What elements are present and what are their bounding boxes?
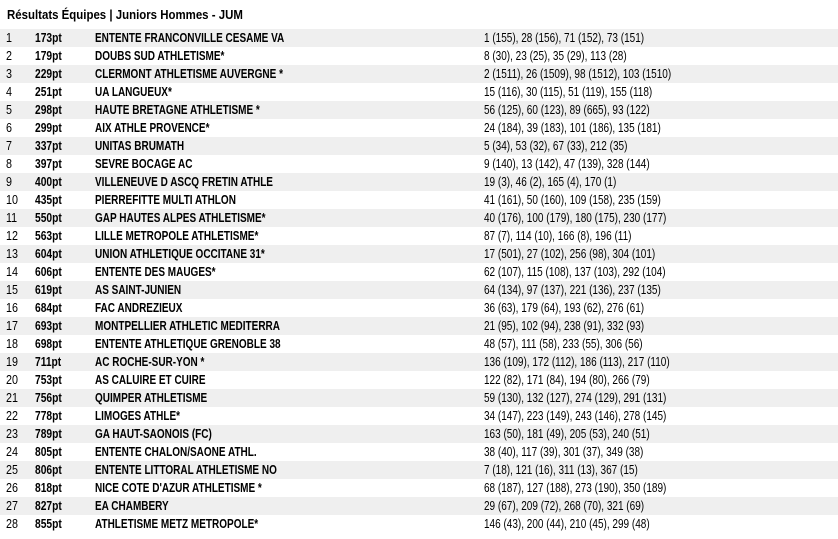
points-cell: 229pt — [35, 67, 62, 81]
points-cell: 778pt — [35, 409, 62, 423]
points-cell: 711pt — [35, 355, 62, 369]
rank-cell: 12 — [6, 229, 18, 243]
table-row — [0, 371, 838, 389]
detail-cell: 15 (116), 30 (115), 51 (119), 155 (118) — [484, 85, 653, 99]
club-name-cell: LILLE METROPOLE ATHLETISME* — [95, 229, 259, 243]
rank-cell: 21 — [6, 391, 18, 405]
rank-cell: 23 — [6, 427, 18, 441]
detail-cell: 24 (184), 39 (183), 101 (186), 135 (181) — [484, 121, 661, 135]
club-name-cell: EA CHAMBERY — [95, 499, 169, 513]
club-name-cell: NICE COTE D'AZUR ATHLETISME * — [95, 481, 262, 495]
club-name-cell: GA HAUT-SAONOIS (FC) — [95, 427, 212, 441]
table-row — [0, 245, 838, 263]
table-row — [0, 227, 838, 245]
club-name-cell: FAC ANDREZIEUX — [95, 301, 183, 315]
points-cell: 684pt — [35, 301, 62, 315]
rank-cell: 5 — [6, 103, 12, 117]
detail-cell: 62 (107), 115 (108), 137 (103), 292 (104) — [484, 265, 666, 279]
table-row — [0, 389, 838, 407]
rank-cell: 16 — [6, 301, 18, 315]
club-name-cell: AS SAINT-JUNIEN — [95, 283, 182, 297]
points-cell: 400pt — [35, 175, 62, 189]
club-name-cell: AS CALUIRE ET CUIRE — [95, 373, 206, 387]
rank-cell: 7 — [6, 139, 12, 153]
rank-cell: 24 — [6, 445, 18, 459]
club-name-cell: ENTENTE FRANCONVILLE CESAME VA — [95, 31, 285, 45]
points-cell: 299pt — [35, 121, 62, 135]
points-cell: 698pt — [35, 337, 62, 351]
rank-cell: 2 — [6, 49, 12, 63]
club-name-cell: UA LANGUEUX* — [95, 85, 172, 99]
table-row — [0, 407, 838, 425]
points-cell: 806pt — [35, 463, 62, 477]
points-cell: 606pt — [35, 265, 62, 279]
table-row — [0, 443, 838, 461]
rank-cell: 18 — [6, 337, 18, 351]
points-cell: 397pt — [35, 157, 62, 171]
club-name-cell: ENTENTE CHALON/SAONE ATHL. — [95, 445, 257, 459]
detail-cell: 1 (155), 28 (156), 71 (152), 73 (151) — [484, 31, 645, 45]
table-row — [0, 101, 838, 119]
rank-cell: 14 — [6, 265, 18, 279]
detail-cell: 40 (176), 100 (179), 180 (175), 230 (177) — [484, 211, 667, 225]
detail-cell: 36 (63), 179 (64), 193 (62), 276 (61) — [484, 301, 645, 315]
rank-cell: 4 — [6, 85, 12, 99]
club-name-cell: CLERMONT ATHLETISME AUVERGNE * — [95, 67, 283, 81]
rank-cell: 6 — [6, 121, 12, 135]
rank-cell: 17 — [6, 319, 18, 333]
table-row — [0, 515, 838, 533]
points-cell: 337pt — [35, 139, 62, 153]
detail-cell: 9 (140), 13 (142), 47 (139), 328 (144) — [484, 157, 650, 171]
detail-cell: 68 (187), 127 (188), 273 (190), 350 (189) — [484, 481, 667, 495]
detail-cell: 2 (1511), 26 (1509), 98 (1512), 103 (1510) — [484, 67, 672, 81]
table-row — [0, 425, 838, 443]
rank-cell: 22 — [6, 409, 18, 423]
points-cell: 753pt — [35, 373, 62, 387]
detail-cell: 59 (130), 132 (127), 274 (129), 291 (131) — [484, 391, 667, 405]
points-cell: 550pt — [35, 211, 62, 225]
detail-cell: 17 (501), 27 (102), 256 (98), 304 (101) — [484, 247, 656, 261]
table-row — [0, 461, 838, 479]
table-row — [0, 209, 838, 227]
table-row — [0, 497, 838, 515]
table-row — [0, 353, 838, 371]
club-name-cell: AC ROCHE-SUR-YON * — [95, 355, 205, 369]
table-row — [0, 29, 838, 47]
club-name-cell: AIX ATHLE PROVENCE* — [95, 121, 210, 135]
detail-cell: 38 (40), 117 (39), 301 (37), 349 (38) — [484, 445, 644, 459]
rank-cell: 3 — [6, 67, 12, 81]
rank-cell: 15 — [6, 283, 18, 297]
rank-cell: 10 — [6, 193, 18, 207]
detail-cell: 122 (82), 171 (84), 194 (80), 266 (79) — [484, 373, 650, 387]
points-cell: 789pt — [35, 427, 62, 441]
points-cell: 298pt — [35, 103, 62, 117]
rank-cell: 28 — [6, 517, 18, 531]
detail-cell: 56 (125), 60 (123), 89 (665), 93 (122) — [484, 103, 650, 117]
table-row — [0, 317, 838, 335]
detail-cell: 19 (3), 46 (2), 165 (4), 170 (1) — [484, 175, 617, 189]
detail-cell: 34 (147), 223 (149), 243 (146), 278 (145) — [484, 409, 667, 423]
table-row — [0, 263, 838, 281]
detail-cell: 29 (67), 209 (72), 268 (70), 321 (69) — [484, 499, 645, 513]
rank-cell: 26 — [6, 481, 18, 495]
points-cell: 818pt — [35, 481, 62, 495]
rank-cell: 8 — [6, 157, 12, 171]
club-name-cell: ENTENTE DES MAUGES* — [95, 265, 216, 279]
rank-cell: 9 — [6, 175, 12, 189]
points-cell: 756pt — [35, 391, 62, 405]
points-cell: 693pt — [35, 319, 62, 333]
detail-cell: 87 (7), 114 (10), 166 (8), 196 (11) — [484, 229, 632, 243]
rank-cell: 27 — [6, 499, 18, 513]
points-cell: 619pt — [35, 283, 62, 297]
detail-cell: 163 (50), 181 (49), 205 (53), 240 (51) — [484, 427, 650, 441]
table-row — [0, 119, 838, 137]
club-name-cell: DOUBS SUD ATHLETISME* — [95, 49, 225, 63]
table-row — [0, 155, 838, 173]
points-cell: 827pt — [35, 499, 62, 513]
detail-cell: 7 (18), 121 (16), 311 (13), 367 (15) — [484, 463, 638, 477]
detail-cell: 64 (134), 97 (137), 221 (136), 237 (135) — [484, 283, 661, 297]
points-cell: 855pt — [35, 517, 62, 531]
points-cell: 563pt — [35, 229, 62, 243]
points-cell: 179pt — [35, 49, 62, 63]
rank-cell: 13 — [6, 247, 18, 261]
rank-cell: 25 — [6, 463, 18, 477]
table-row — [0, 83, 838, 101]
table-row — [0, 479, 838, 497]
points-cell: 173pt — [35, 31, 62, 45]
club-name-cell: VILLENEUVE D ASCQ FRETIN ATHLE — [95, 175, 273, 189]
club-name-cell: ATHLETISME METZ METROPOLE* — [95, 517, 259, 531]
club-name-cell: ENTENTE LITTORAL ATHLETISME NO — [95, 463, 277, 477]
club-name-cell: UNITAS BRUMATH — [95, 139, 185, 153]
detail-cell: 136 (109), 172 (112), 186 (113), 217 (110) — [484, 355, 670, 369]
club-name-cell: PIERREFITTE MULTI ATHLON — [95, 193, 236, 207]
table-row — [0, 281, 838, 299]
table-row — [0, 47, 838, 65]
detail-cell: 8 (30), 23 (25), 35 (29), 113 (28) — [484, 49, 627, 63]
table-row — [0, 335, 838, 353]
rank-cell: 19 — [6, 355, 18, 369]
club-name-cell: QUIMPER ATHLETISME — [95, 391, 208, 405]
points-cell: 251pt — [35, 85, 62, 99]
rank-cell: 11 — [6, 211, 18, 225]
rank-cell: 20 — [6, 373, 18, 387]
table-row — [0, 137, 838, 155]
club-name-cell: UNION ATHLETIQUE OCCITANE 31* — [95, 247, 265, 261]
table-row — [0, 299, 838, 317]
club-name-cell: ENTENTE ATHLETIQUE GRENOBLE 38 — [95, 337, 281, 351]
club-name-cell: MONTPELLIER ATHLETIC MEDITERRA — [95, 319, 280, 333]
detail-cell: 146 (43), 200 (44), 210 (45), 299 (48) — [484, 517, 650, 531]
club-name-cell: GAP HAUTES ALPES ATHLETISME* — [95, 211, 266, 225]
detail-cell: 48 (57), 111 (58), 233 (55), 306 (56) — [484, 337, 643, 351]
table-row — [0, 173, 838, 191]
club-name-cell: SEVRE BOCAGE AC — [95, 157, 193, 171]
points-cell: 604pt — [35, 247, 62, 261]
rank-cell: 1 — [6, 31, 12, 45]
points-cell: 435pt — [35, 193, 62, 207]
page-title: Résultats Équipes | Juniors Hommes - JUM — [7, 7, 243, 22]
detail-cell: 21 (95), 102 (94), 238 (91), 332 (93) — [484, 319, 645, 333]
club-name-cell: LIMOGES ATHLE* — [95, 409, 180, 423]
detail-cell: 41 (161), 50 (160), 109 (158), 235 (159) — [484, 193, 661, 207]
table-row — [0, 191, 838, 209]
detail-cell: 5 (34), 53 (32), 67 (33), 212 (35) — [484, 139, 628, 153]
table-row — [0, 65, 838, 83]
team-results-table — [0, 29, 838, 533]
points-cell: 805pt — [35, 445, 62, 459]
club-name-cell: HAUTE BRETAGNE ATHLETISME * — [95, 103, 260, 117]
